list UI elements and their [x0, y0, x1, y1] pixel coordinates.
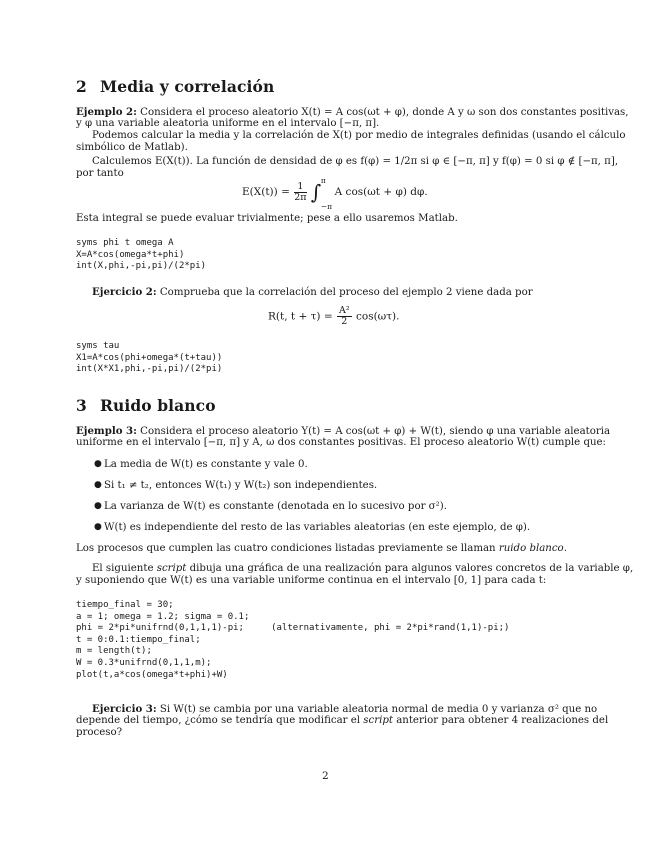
bullet-icon: ●: [94, 459, 102, 469]
ejemplo-3-label: Ejemplo 3:: [76, 425, 137, 437]
section-2-heading: [76, 77, 274, 96]
bullet-icon: ●: [94, 522, 102, 532]
text: depende del tiempo, ¿cómo se tendría que modificar el: [76, 715, 364, 726]
code-block-1: [76, 238, 206, 273]
emphasis: script: [363, 715, 393, 726]
ejemplo-3-line2: uniforme en el intervalo [−π, π] y A, ω dos constantes positivas. El proceso aleatorio W(t) cumple que:: [76, 437, 606, 448]
ejemplo-2-para3-line1: Calculemos E(X(t)). La función de densidad de φ es f(φ) = 1/2π si φ ∈ [−π, π] y f(φ) = 0 si φ ∉ [−π, π],: [92, 156, 619, 167]
code-line: plot(t,a*cos(omega*t+phi)+W): [76, 669, 228, 680]
code-line: syms tau: [76, 341, 120, 351]
text: Si W(t) se cambia por una variable aleatoria normal de media 0 y varianza σ² que no: [159, 704, 598, 715]
section-number: 3: [76, 396, 87, 415]
section-number: 2: [76, 77, 87, 96]
ejemplo-2-line2: y φ una variable aleatoria uniforme en el intervalo [−π, π].: [76, 118, 380, 129]
ejemplo-2-para2-line2: simbólico de Matlab).: [76, 142, 188, 153]
code-line: syms phi t omega A: [76, 238, 174, 248]
bullet-item: Si t₁ ≠ t₂, entonces W(t₁) y W(t₂) son independientes.: [104, 480, 378, 491]
text: Considera el proceso aleatorio X(t) = A cos(ωt + φ), donde A y ω son dos constantes positivas,: [140, 107, 629, 118]
section-3-heading: [76, 396, 216, 415]
integral-sign: ∫ π −π: [310, 176, 333, 211]
correlation-equation: [268, 306, 400, 327]
text: dibuja una gráfica de una realización para algunos valores concretos de la variable φ,: [186, 563, 634, 574]
frac-denominator: 2: [341, 316, 348, 327]
text: Considera el proceso aleatorio Y(t) = A cos(ωt + φ) + W(t), siendo φ una variable aleatoria: [140, 426, 611, 437]
section-title: Ruido blanco: [100, 396, 216, 415]
code-line: tiempo_final = 30;: [76, 600, 174, 610]
emphasis: script: [156, 563, 187, 574]
ejercicio-3-label: Ejercicio 3:: [92, 703, 157, 715]
text: El siguiente: [92, 563, 157, 574]
ejercicio-3-line2: [76, 715, 608, 727]
text: .: [563, 543, 567, 554]
ejercicio-3-line3: proceso?: [76, 727, 123, 738]
bullet-item: La varianza de W(t) es constante (denotada en lo sucesivo por σ²).: [104, 501, 447, 512]
text: anterior para obtener 4 realizaciones del: [392, 715, 609, 726]
code-line: m = length(t);: [76, 646, 152, 657]
ejemplo-2-label: Ejemplo 2:: [76, 106, 137, 118]
integral-lower-limit: −π: [320, 202, 333, 211]
text: Los procesos que cumplen las cuatro condiciones listadas previamente se llaman: [76, 543, 499, 554]
eq-integrand: A cos(ωt + φ) dφ.: [334, 186, 428, 198]
code-line: X=A*cos(omega*t+phi): [76, 249, 185, 260]
code-block-3: [76, 600, 509, 681]
frac-numerator: 1: [294, 182, 306, 193]
code-line: phi = 2*pi*unifrnd(0,1,1,1)-pi; (alternativamente, phi = 2*pi*rand(1,1)-pi;): [76, 623, 510, 634]
code-line: W = 0.3*unifrnd(0,1,1,m);: [76, 657, 212, 668]
ejercicio-2-line: [92, 286, 533, 299]
page-number: 2: [322, 770, 329, 782]
code-line: a = 1; omega = 1.2; sigma = 0.1;: [76, 611, 250, 622]
code-block-2: [76, 341, 222, 376]
after-equation-text: Esta integral se puede evaluar trivialmente; pese a ello usaremos Matlab.: [76, 213, 458, 224]
section-title: Media y correlación: [100, 77, 275, 96]
eq-fraction: [337, 306, 352, 327]
eq-fraction: [294, 182, 306, 203]
bullet-icon: ●: [94, 501, 102, 511]
bullet-icon: ●: [94, 480, 102, 490]
eq-lhs: E(X(t)) =: [242, 186, 290, 198]
code-line: int(X*X1,phi,-pi,pi)/(2*pi): [76, 364, 223, 375]
script-intro-line2: y suponiendo que W(t) es una variable uniforme continua en el intervalo [0, 1] para cada t:: [76, 575, 547, 586]
code-line: t = 0:0.1:tiempo_final;: [76, 634, 201, 645]
ejemplo-2-para2-line1: Podemos calcular la media y la correlación de X(t) por medio de integrales definidas (usando el cálculo: [92, 130, 626, 141]
integral-upper-limit: π: [320, 176, 326, 185]
bullet-item: La media de W(t) es constante y vale 0.: [104, 459, 308, 470]
frac-denominator: 2π: [294, 191, 307, 203]
bullet-item: W(t) es independiente del resto de las variables aleatorias (en este ejemplo, de φ).: [104, 522, 531, 533]
emphasis: ruido blanco: [498, 543, 564, 554]
script-intro-line1: [92, 563, 633, 575]
code-line: X1=A*cos(phi+omega*(t+tau)): [76, 352, 223, 363]
eq-rhs: cos(ωτ).: [356, 310, 400, 323]
eq-lhs: R(t, t + τ) =: [268, 310, 333, 323]
ejemplo-2-para3-line2: por tanto: [76, 168, 124, 179]
frac-numerator: A²: [338, 305, 350, 316]
ejercicio-2-label: Ejercicio 2:: [92, 286, 157, 298]
expectation-equation: [242, 176, 428, 211]
text: Comprueba que la correlación del proceso del ejemplo 2 viene dada por: [159, 287, 533, 298]
white-noise-definition: [76, 543, 567, 555]
code-line: int(X,phi,-pi,pi)/(2*pi): [76, 261, 207, 272]
